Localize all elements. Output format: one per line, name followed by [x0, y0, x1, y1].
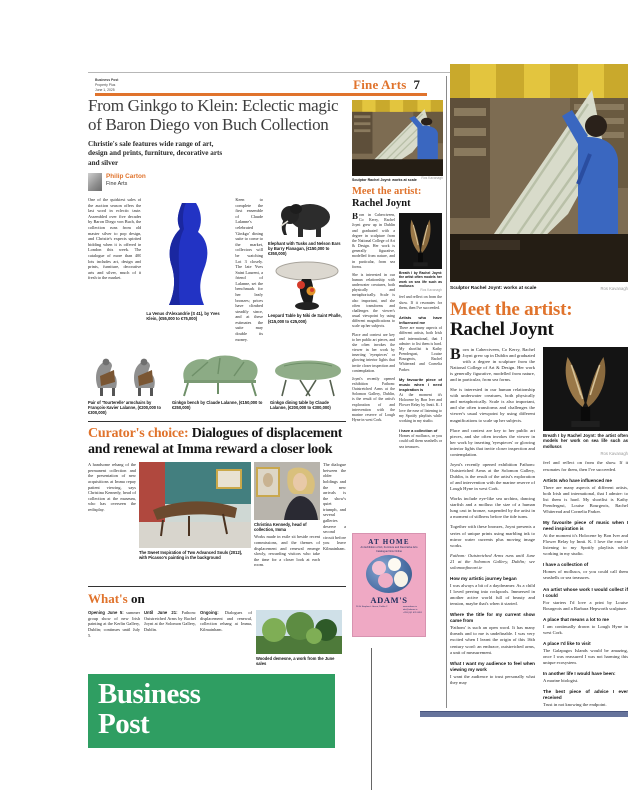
byline-role: Fine Arts — [106, 181, 128, 188]
studio-photo-small — [352, 100, 443, 176]
figure-studio-small — [352, 100, 443, 176]
bird-photo-small — [399, 213, 442, 269]
bird-photo — [543, 347, 628, 431]
caption-curator: Christina Kennedy, head of collection, Imma — [253, 522, 307, 533]
ad-title: AT HOME — [368, 538, 410, 547]
qa-head-collection: I have a collection of — [543, 562, 589, 568]
qa-ans-music: At the moment it's Holocene by Bon Iver and Flower Relay by Innti. K. I love the ease of listening to my Spotify playlists while working in my studio. — [543, 533, 628, 557]
armchairs-image — [88, 352, 168, 398]
whats-on-heading — [88, 591, 346, 607]
elephant-image — [268, 197, 346, 239]
byline — [88, 173, 208, 191]
byline-portrait — [88, 173, 102, 191]
qa-head-advice: The best piece of advice I ever received — [543, 689, 628, 701]
intro-para-small: orn in Caherciveen, Co Kerry, Rachel Joynt grew up in Dublin and graduated with a degree in sculpture from the National College of Art & Design. Her work is generally figurative, modelled from nature, and in particular, from sea forms. — [352, 213, 395, 269]
gallery-interior-art — [139, 462, 251, 548]
figure-painting — [256, 610, 342, 668]
flower — [388, 558, 401, 571]
drop-cap-small: B — [352, 213, 359, 222]
painting-image — [256, 610, 342, 654]
curator-col-2: Works made in exile sit beside recent commissions, and the themes of displacement and renewal emerge slowly, rewarding visitors who take the time for a closer look at each room. — [253, 534, 320, 568]
continuation-small: feel and reflect on from the show. If it resonates for them, then I've succeeded. — [399, 295, 442, 310]
intro-para-3: Place and context are key to her public art pieces, and she often invokes the viewer in her work by inserting 'eyespieces' or glowing interior lights that invite closer inspection and contemplation. — [450, 427, 535, 457]
continuation: feel and reflect on from the show. If it resonates for them, then I've succeeded. — [543, 460, 628, 472]
studio-caption: Sculptor Rachel Joynt: works at scale — [450, 286, 537, 291]
qa-ans-title: 'Fathom' is such an open word. It has many threads and to me is undefinable. I was very excited when I learnt the origin of this 16th century word: an embrace, outstretched arms, a unit of measurement. — [450, 625, 535, 655]
qa-head-small-2: My favourite piece of music when I need inspiration is — [399, 376, 442, 392]
intro-para-small-3: Place and context are key to her public art pieces, and she often invokes the viewer in her work by inserting 'eyespieces' or glowing interior lights that invite closer inspection and contemplation. — [352, 332, 395, 373]
studio-caption-row-small — [352, 176, 443, 182]
listing-3-lead: Ongoing: — [200, 610, 225, 616]
body-col-2: Keen to complete the first ensemble of Claude Lalanne's celebrated 'Ginkgo' dining suite to come to the market, collectors will be watching Lot 3 closely. The late Yves Saint Laurent, a friend of Lalanne, set the benchmark for her leafy bronzes; prices have climbed steadily since, and at these estimates the suite may double its money. — [235, 197, 263, 342]
bench-image — [172, 352, 266, 398]
qa-head-music: My favourite piece of music when I need inspiration is — [543, 519, 628, 532]
intro-para-4: Joynt's recently opened exhibition Fathom: Outstretched Arms at the Solomon Gallery, Dublin, is the result of the artist's exploration of and intervention with the marine reserve of Lough Hyne in west Cork. — [450, 461, 535, 492]
caption-armchairs: Pair of 'Tourterelle' armchairs by François-Xavier Lalanne, (€200,000 to €300,000) — [88, 400, 162, 416]
curator-portrait-image — [254, 462, 320, 520]
whats-on-body — [88, 610, 346, 668]
caption-gallery: The Sweet Inspiration of Two Advanced Souls (2012), with Picasso's painting in the background — [138, 550, 243, 561]
studio-photo-large — [450, 64, 628, 282]
figure-elephant — [268, 197, 346, 256]
ad-subtitle-1: An Exhibition of Art, Furniture and Decorative Arts — [360, 546, 418, 550]
curator-mid — [254, 462, 320, 580]
qa-ans-audience: I want the audience to trust personally what they may — [450, 673, 535, 685]
qa-ans-collect: For starters I'd love a print by Louise Bourgeois and a Barbara Hepworth sculpture. — [543, 599, 628, 611]
intro-para-small-2: She is interested in our human relationship with underwater creatures, both physically and metaphorically. Scale is also important, and she often transforms and challenges the viewer's usual viewpoint by using different magnifications to scale up her subjects. — [352, 272, 395, 329]
figure-ginkgo-table — [270, 352, 346, 415]
ad-address: 26 St Stephen's Green, Dublin 2 — [356, 605, 388, 608]
dove-armchairs-art — [88, 352, 168, 398]
column-divider — [446, 76, 447, 708]
drop-cap: B — [450, 346, 461, 363]
qa-ans-another-life: A marine biologist. — [543, 678, 579, 684]
listing-3 — [200, 610, 252, 668]
logo-line-1: Business — [98, 678, 201, 711]
intro-para-1: orn in Caherciveen, Co Kerry, Rachel Joynt grew up in Dublin and graduated with a degree in sculpture from the National College of Art & Design. Her work is generally figurative, modelled from nature, and in particular, from sea forms. — [450, 346, 535, 383]
intro-para-5: Works include eye-like sea urchins, dancing starfish and a mollusc the size of a human lung cast in bronze, suspended by the artist in a moment of stillness before the tide turns. — [450, 496, 535, 520]
listing-3-text: Dialogues of displacement and renewal, collection rehang at Imma, Kilmainham. — [200, 610, 252, 632]
caption-painting: Wooded demesne, a work from the June sales — [256, 656, 335, 667]
meet-artist-heading — [450, 300, 628, 340]
ad-web: www.adams.ie — [402, 605, 417, 608]
ad-brand: ADAM'S — [370, 594, 408, 605]
exhibition-listing: Fathom: Outstretched Arms runs until June 21 at the Solomon Gallery, Dublin; see solomonfineart.ie — [450, 552, 535, 570]
curator-headline-rest: Dialogues of displacement and renewal at Imma reward a closer look — [88, 426, 343, 457]
studio-photo-art-large — [450, 64, 628, 282]
figure-ginkgo-bench — [172, 352, 266, 415]
caption-bench: Ginkgo bench by Claude Lalanne, (€150,000 to €250,000) — [172, 400, 263, 411]
bird-caption-small: Breath I by Rachel Joynt: the artist often models her work on sea life such as molluscs — [399, 271, 442, 288]
page-number: 7 — [413, 77, 420, 92]
whats-on-lead: What's — [88, 591, 131, 607]
qa-head-title: Where the title for my current show came from — [450, 612, 535, 624]
qa-ans-journey: I was always a bit of a daydreamer. As a child I loved peering into rockpools. Immersed in another active world full of beauty and tension, maybe that's when it started. — [450, 582, 535, 607]
caption-table: Ginkgo dining table by Claude Lalanne, (€200,000 to €300,000) — [270, 400, 331, 411]
curator-headline — [88, 426, 346, 457]
ad-contact — [403, 606, 422, 615]
figure-stack — [268, 197, 346, 347]
figure-leopard-table — [268, 259, 346, 323]
curator-headline-lead: Curator's choice: — [88, 426, 192, 442]
ad-email: info@adams.ie — [402, 608, 418, 611]
ginkgo-table-art — [270, 352, 346, 398]
section-header — [88, 76, 420, 94]
ad-flower-plate — [366, 555, 412, 593]
curator-body — [88, 462, 346, 580]
wide-sub-left — [450, 347, 535, 783]
qa-head-visit: A place I'd like to visit — [543, 640, 591, 646]
table-image — [270, 352, 346, 398]
figure-bird — [543, 347, 628, 457]
curator-col-1: A handsome rehang of the permanent collection and the presentation of new acquisitions at Imma repay patient viewing, says Christina Kennedy, head of collection at the museum, who has overseen the redisplay. — [88, 462, 136, 512]
adams-advert — [352, 533, 426, 637]
meet-artist-wide — [450, 64, 628, 783]
landscape-painting-art — [256, 610, 342, 654]
supplement-name: Property Plus — [95, 82, 116, 87]
meet-artist-narrow — [352, 100, 443, 637]
ginkgo-bench-art — [172, 352, 266, 398]
qa-head-small: Artists who have influenced me — [399, 314, 442, 326]
wide-sub-right — [543, 347, 628, 783]
studio-caption-small: Sculptor Rachel Joynt: works at scale — [352, 178, 417, 182]
listing-2-lead: Until June 21: — [144, 610, 182, 616]
leopard-table-image — [268, 259, 346, 311]
logo-line-2: Post — [98, 707, 150, 740]
figure-bird-small — [399, 213, 442, 292]
ad-phone: +353 (0)1 676 0261 — [402, 611, 422, 614]
heading-lead: Meet the artist: — [450, 298, 573, 320]
bird-sculpture-art-large — [543, 347, 628, 431]
qa-head-place: A place that means a lot to me — [543, 616, 609, 622]
intro-para-small-4: Joynt's recently opened exhibition Fathom: Outstretched Arms at the Solomon Gallery, Dublin, is the result of the artist's exploration of and intervention with the marine reserve of Lough Hyne in west Cork. — [352, 376, 395, 423]
qa-ans-visit: The Galapagos Islands would be amazing, once I was reassured I was not harming this unique ecosystem. — [543, 648, 628, 666]
bird-credit: Ros Kavanagh — [600, 450, 628, 456]
qa-head-audience: What I want my audience to feel when viewing my work — [450, 660, 535, 672]
elephant-sculpture-art — [268, 197, 346, 239]
photo-credit: Ros Kavanagh — [600, 286, 628, 291]
listing-2-text: Fathom: Outstretched Arms by Rachel Joynt at the Solomon Gallery, Dublin. — [144, 610, 196, 632]
lower-column-divider — [371, 648, 372, 790]
intro-para-2: She is interested in our human relationship with underwater creatures, both physically and metaphorically. Scale is also important, and she often transforms and challenges the viewer's usual viewpoint by using different magnifications to scale up her subjects. — [450, 387, 535, 423]
listing-1-lead: Opening June 5: — [88, 610, 127, 616]
figure-curator-portrait — [254, 462, 320, 532]
issue-date: June 1, 2025 — [95, 87, 115, 92]
byline-name: Philip Carton — [106, 173, 146, 181]
qa-ans-small-3: Homes of molluscs, or you could call them seashells or sea treasures. — [399, 434, 442, 449]
furniture-row — [88, 352, 346, 415]
figure-studio-large — [450, 64, 628, 282]
qa-ans-advice: Trust in not knowing the endpoint. — [543, 702, 607, 708]
figure-klein-venus — [146, 197, 230, 347]
main-headline: From Ginkgo to Klein: Eclectic magic of Baron Diego von Buch Collection — [88, 96, 339, 135]
photo-credit-small: Ros Kavanagh — [421, 176, 443, 180]
meet-artist-heading-small — [352, 186, 443, 209]
figure-armchairs — [88, 352, 168, 415]
bird-caption: Breath I by Rachel Joynt: the artist often models her work on sea life such as molluscs — [543, 432, 628, 449]
paper-name: Business Post — [95, 78, 119, 82]
qa-head-artists: Artists who have influenced me — [543, 477, 612, 483]
qa-ans-place: I am continually drawn to Lough Hyne in west Cork. — [543, 623, 628, 635]
caption-venus: La Venus d'Alexandrie (S 41), by Yves Klein, (€55,000 to €75,000) — [146, 311, 220, 322]
listing-1 — [88, 610, 140, 668]
heading-lead-small: Meet the artist: — [352, 186, 422, 198]
flower — [378, 573, 393, 588]
klein-venus-image — [146, 197, 230, 309]
intro-para-6: Together with these bronzes, Joynt presents a series of unique prints using marbling ink to mirror water currents plus moving image works. — [450, 524, 535, 548]
studio-caption-row — [450, 284, 628, 292]
meet-artist-body-small — [352, 213, 443, 521]
divider-rule-2 — [88, 586, 346, 587]
qa-ans-small-2: At the moment it's Holocene by Bon Iver and Flower Relay by Innti. K. I love the ease of listening to my Spotify playlists while working in my studio. — [399, 393, 442, 423]
qa-head-journey: How my artistic journey began — [450, 575, 517, 581]
business-post-logo — [88, 674, 335, 748]
caption-leopard: Leopard Table by Niki de Saint Phalle, (€15,000 to €25,000) — [268, 313, 342, 324]
venus-sculpture-art — [146, 197, 230, 309]
flower — [394, 571, 408, 587]
qa-ans-artists: There are many aspects of different artists, both Irish and international, that I admire: to list them is hard. My shortlist is Kathy Prendergast, Louise Bourgeois, Rachel Whiteread and Cornelia Parker. — [543, 484, 628, 514]
bird-sculpture-art — [399, 213, 442, 269]
curator-portrait-art — [254, 462, 320, 520]
qa-head-collect: An artist whose work I would collect if I could — [543, 586, 628, 598]
studio-photo-art — [352, 100, 443, 176]
ad-subtitle-2: Catalogue Now Online — [376, 549, 402, 553]
curator-col-3: The dialogue between the older holdings and the new arrivals is the show's quiet triumph, and several galleries deserve a second circuit before you leave Kilmainham. — [322, 462, 346, 551]
qa-head-small-3: I have a collection of — [399, 428, 438, 434]
section-label: Fine Arts — [353, 77, 407, 92]
listing-2 — [144, 610, 196, 668]
leopard-table-art — [268, 259, 346, 311]
qa-ans-small: There are many aspects of different artists, both Irish and international, that I admire: to list them is hard. My shortlist is Kathy Prendergast, Louise Bourgeois, Rachel Whiteread and Cornelia Parker. — [399, 326, 442, 372]
meet-artist-body — [450, 347, 628, 783]
main-column — [88, 96, 346, 748]
listing-1-text: summer group show of new Irish painting at the Kerlin Gallery, Dublin; continues until July 5. — [88, 610, 140, 638]
standfirst: Christie's sale features wide range of art, design and prints, furniture, decorative arts and silver — [88, 140, 223, 167]
heading-rest: Rachel Joynt — [450, 318, 554, 340]
caption-elephant: Elephant with Tusks and Nelson Ears by Barry Flanagan, (€150,000 to €350,000) — [268, 241, 341, 257]
qa-ans-collection: Homes of molluscs, or you could call them seashells or sea treasures. — [543, 569, 628, 581]
gallery-image — [139, 462, 251, 548]
bird-credit-small: Ros Kavanagh — [420, 288, 442, 293]
whats-on-rest: on — [130, 591, 145, 607]
heading-rest-small: Rachel Joynt — [352, 197, 411, 209]
divider-rule — [88, 421, 346, 422]
narrow-sub-right — [399, 213, 442, 521]
figure-gallery-interior — [139, 462, 251, 580]
ad-footer — [356, 606, 422, 615]
main-body — [88, 197, 346, 347]
narrow-sub-left — [352, 213, 395, 521]
body-col-1: One of the quirkiest sales of the auction season offers the last word in eclectic taste. Assembled over five decades by Baron Diego von Buch, the collection runs from old master silver to pop design, and Christie's expects spirited bidding when it is offered in London this week. The catalogue of more than 400 lots includes art, design and prints, furniture, decorative arts and silver, much of it fresh to the market. — [88, 197, 142, 281]
qa-head-another-life: In another life I would have been: — [543, 671, 616, 677]
